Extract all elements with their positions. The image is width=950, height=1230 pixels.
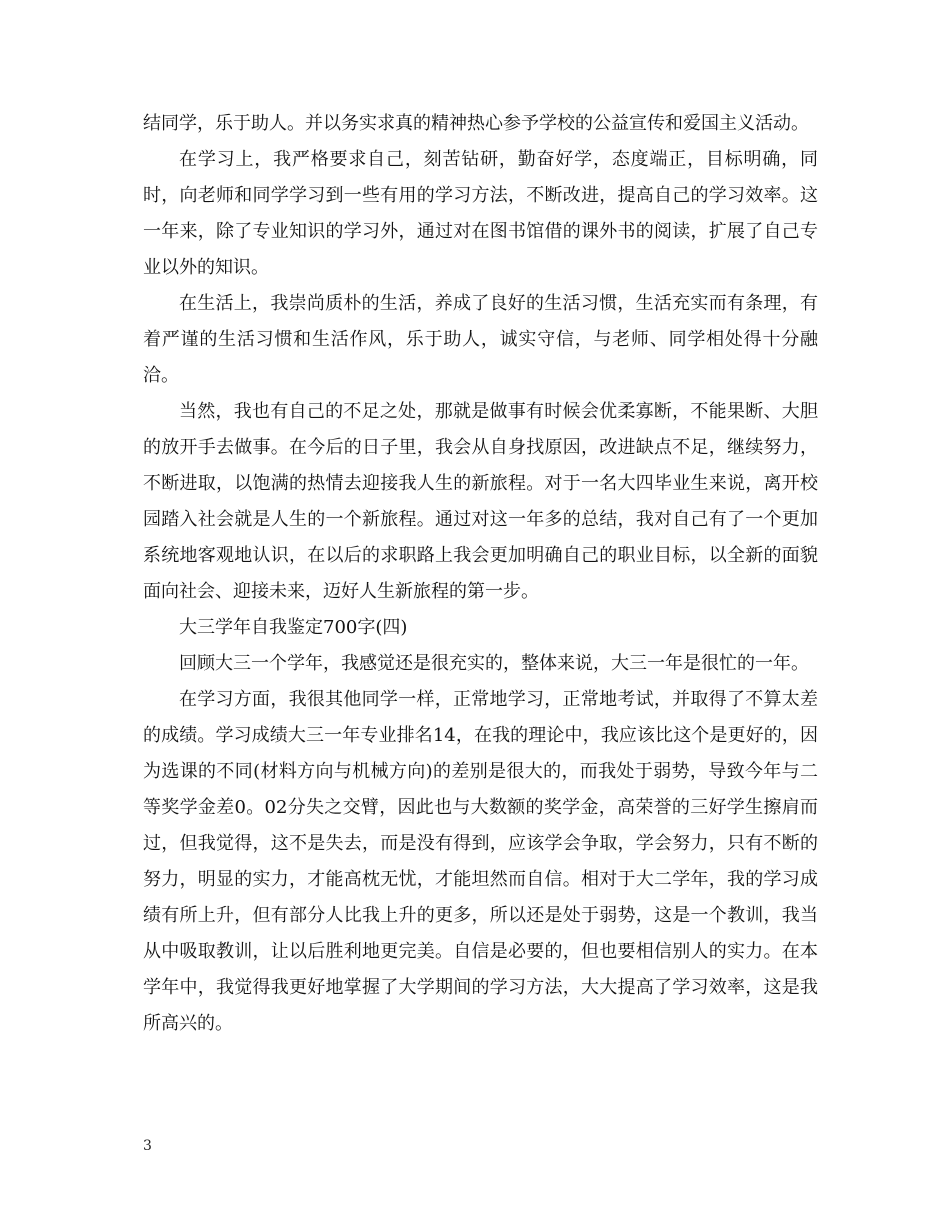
paragraph-3: 在生活上，我崇尚质朴的生活，养成了良好的生活习惯，生活充实而有条理，有着严谨的生活习惯和生活作风，乐于助人，诚实守信，与老师、同学相处得十分融洽。 bbox=[143, 293, 818, 386]
page-number: 3 bbox=[143, 1138, 152, 1154]
document-body bbox=[143, 106, 818, 1042]
paragraph-2: 在学习上，我严格要求自己，刻苦钻研，勤奋好学，态度端正，目标明确，同时，向老师和同学学习到一些有用的学习方法，不断改进，提高自己的学习效率。这一年来，除了专业知识的学习外，通过对在图书馆借的课外书的阅读，扩展了自己专业以外的知识。 bbox=[143, 149, 818, 278]
section-heading: 大三学年自我鉴定700字(四) bbox=[179, 617, 408, 638]
paragraph-4: 当然，我也有自己的不足之处，那就是做事有时候会优柔寡断，不能果断、大胆的放开手去做事。在今后的日子里，我会从自身找原因，改进缺点不足，继续努力，不断进取，以饱满的热情去迎接我人生的新旅程。对于一名大四毕业生来说，离开校园踏入社会就是人生的一个新旅程。通过对这一年多的总结，我对自己有了一个更加系统地客观地认识，在以后的求职路上我会更加明确自己的职业目标，以全新的面貌面向社会、迎接未来，迈好人生新旅程的第一步。 bbox=[143, 401, 818, 602]
paragraph-5: 回顾大三一个学年，我感觉还是很充实的，整体来说，大三一年是很忙的一年。 bbox=[179, 653, 809, 674]
paragraph-1: 结同学，乐于助人。并以务实求真的精神热心参予学校的公益宣传和爱国主义活动。 bbox=[143, 113, 809, 134]
paragraph-6: 在学习方面，我很其他同学一样，正常地学习，正常地考试，并取得了不算太差的成绩。学习成绩大三一年专业排名14，在我的理论中，我应该比这个是更好的，因为选课的不同(材料方向与机械方向)的差别是很大的，而我处于弱势，导致今年与二等奖学金差0。02分失之交臂，因此也与大数额的奖学金，高荣誉的三好学生擦肩而过，但我觉得，这不是失去，而是没有得到，应该学会争取，学会努力，只有不断的努力，明显的实力，才能高枕无忧，才能坦然而自信。相对于大二学年，我的学习成绩有所上升，但有部分人比我上升的更多，所以还是处于弱势，这是一个教训，我当从中吸取教训，让以后胜利地更完美。自信是必要的，但也要相信别人的实力。在本学年中，我觉得我更好地掌握了大学期间的学习方法，大大提高了学习效率，这是我所高兴的。 bbox=[143, 689, 818, 1034]
